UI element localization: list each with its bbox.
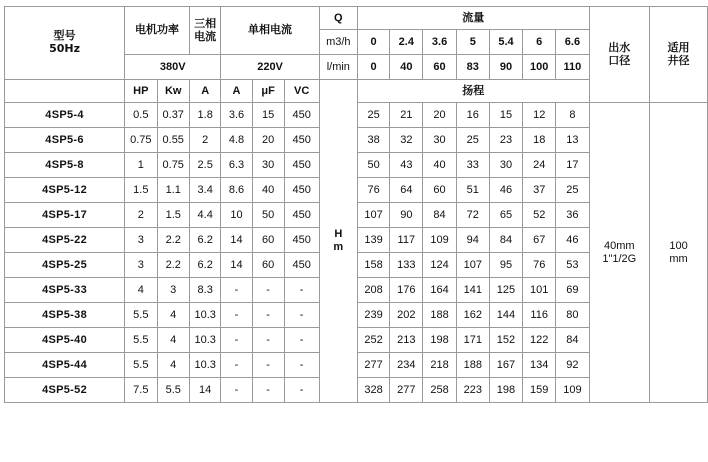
head-value: 43	[390, 153, 423, 178]
head-value: 76	[357, 178, 389, 203]
hp-value: 7.5	[125, 378, 157, 403]
outlet-diameter-header	[589, 7, 650, 103]
amp-220-value: -	[221, 353, 252, 378]
head-value: 32	[390, 128, 423, 153]
capacitor-voltage-value: -	[284, 353, 319, 378]
outlet-diameter-header-line1: 出水	[608, 40, 631, 54]
flow-lmin-1: 40	[390, 55, 423, 80]
head-value: 90	[390, 203, 423, 228]
kw-value: 2.2	[157, 228, 189, 253]
well-diameter-value-line2: mm	[669, 252, 688, 265]
blank-model-cell	[5, 80, 125, 103]
kw-value: 0.55	[157, 128, 189, 153]
head-value: 40	[423, 153, 456, 178]
capacitor-voltage-value: 450	[284, 128, 319, 153]
head-value: 134	[523, 353, 556, 378]
head-value: 53	[556, 253, 589, 278]
head-value: 50	[357, 153, 389, 178]
amp-380-value: 6.2	[189, 228, 220, 253]
head-value: 72	[456, 203, 489, 228]
amp-220-value: 6.3	[221, 153, 252, 178]
voltage-220-label: 220V	[221, 55, 319, 80]
head-value: 139	[357, 228, 389, 253]
three-phase-current-header-line2: 电流	[194, 29, 217, 43]
kw-value: 4	[157, 303, 189, 328]
head-value: 84	[489, 228, 522, 253]
kw-value: 1.5	[157, 203, 189, 228]
flow-m3h-6: 6.6	[556, 30, 589, 55]
head-value: 107	[456, 253, 489, 278]
model-value: 4SP5-12	[5, 178, 125, 203]
kw-value: 4	[157, 353, 189, 378]
hp-value: 3	[125, 228, 157, 253]
model-header-line1: 型号	[53, 29, 76, 43]
amp-220-value: 10	[221, 203, 252, 228]
flow-lmin-3: 83	[456, 55, 489, 80]
head-value: 36	[556, 203, 589, 228]
head-symbol-h: H	[334, 228, 343, 241]
head-value: 84	[423, 203, 456, 228]
flow-header: 流量	[357, 7, 589, 30]
head-value: 101	[523, 278, 556, 303]
head-value: 25	[357, 103, 389, 128]
head-value: 24	[523, 153, 556, 178]
kw-value: 4	[157, 328, 189, 353]
hp-value: 5.5	[125, 353, 157, 378]
kw-value: 1.1	[157, 178, 189, 203]
head-value: 25	[556, 178, 589, 203]
hp-value: 5.5	[125, 303, 157, 328]
kw-value: 0.75	[157, 153, 189, 178]
head-value: 117	[390, 228, 423, 253]
head-value: 234	[390, 353, 423, 378]
head-value: 188	[456, 353, 489, 378]
capacitor-voltage-value: -	[284, 278, 319, 303]
head-value: 133	[390, 253, 423, 278]
outlet-diameter-value-line1: 40mm	[604, 239, 635, 252]
head-value: 277	[357, 353, 389, 378]
capacitor-voltage-value: -	[284, 378, 319, 403]
model-value: 4SP5-22	[5, 228, 125, 253]
amp-220-value: -	[221, 378, 252, 403]
capacitor-voltage-value: 450	[284, 203, 319, 228]
head-value: 176	[390, 278, 423, 303]
three-phase-current-header	[189, 7, 220, 55]
model-value: 4SP5-17	[5, 203, 125, 228]
head-value: 252	[357, 328, 389, 353]
amp-380-value: 10.3	[189, 328, 220, 353]
model-value: 4SP5-6	[5, 128, 125, 153]
head-value: 37	[523, 178, 556, 203]
head-value: 124	[423, 253, 456, 278]
head-header: 扬程	[357, 80, 589, 103]
head-value: 167	[489, 353, 522, 378]
model-value: 4SP5-4	[5, 103, 125, 128]
amp-220-value: 3.6	[221, 103, 252, 128]
capacitance-value: 20	[252, 128, 284, 153]
flow-lmin-6: 110	[556, 55, 589, 80]
kw-value: 3	[157, 278, 189, 303]
amp-380-unit-label: A	[189, 80, 220, 103]
head-value: 15	[489, 103, 522, 128]
capacitor-voltage-value: 450	[284, 153, 319, 178]
hp-value: 1	[125, 153, 157, 178]
flow-lmin-4: 90	[489, 55, 522, 80]
head-value: 188	[423, 303, 456, 328]
capacitor-voltage-value: -	[284, 303, 319, 328]
head-value: 213	[390, 328, 423, 353]
flow-lmin-2: 60	[423, 55, 456, 80]
capacitance-value: 50	[252, 203, 284, 228]
head-value: 12	[523, 103, 556, 128]
head-value: 13	[556, 128, 589, 153]
flow-m3h-2: 3.6	[423, 30, 456, 55]
model-value: 4SP5-40	[5, 328, 125, 353]
hp-value: 1.5	[125, 178, 157, 203]
head-value: 21	[390, 103, 423, 128]
outlet-diameter-header-line2: 口径	[608, 53, 631, 67]
head-value: 76	[523, 253, 556, 278]
model-value: 4SP5-33	[5, 278, 125, 303]
head-value: 208	[357, 278, 389, 303]
capacitance-value: 60	[252, 228, 284, 253]
flow-m3h-0: 0	[357, 30, 389, 55]
flow-m3h-3: 5	[456, 30, 489, 55]
head-value: 20	[423, 103, 456, 128]
well-diameter-value	[650, 103, 708, 403]
amp-220-value: -	[221, 328, 252, 353]
head-value: 171	[456, 328, 489, 353]
head-value: 144	[489, 303, 522, 328]
capacitance-value: -	[252, 278, 284, 303]
amp-380-value: 6.2	[189, 253, 220, 278]
head-value: 46	[489, 178, 522, 203]
head-value: 23	[489, 128, 522, 153]
head-value: 67	[523, 228, 556, 253]
head-value: 84	[556, 328, 589, 353]
model-value: 4SP5-52	[5, 378, 125, 403]
head-value: 328	[357, 378, 389, 403]
kw-value: 0.37	[157, 103, 189, 128]
head-value: 239	[357, 303, 389, 328]
head-value: 277	[390, 378, 423, 403]
model-value: 4SP5-44	[5, 353, 125, 378]
hp-unit-label: HP	[125, 80, 157, 103]
head-value: 198	[489, 378, 522, 403]
head-value: 122	[523, 328, 556, 353]
head-value: 18	[523, 128, 556, 153]
head-value: 38	[357, 128, 389, 153]
head-value: 152	[489, 328, 522, 353]
head-value: 33	[456, 153, 489, 178]
amp-380-value: 4.4	[189, 203, 220, 228]
amp-220-value: 14	[221, 253, 252, 278]
kw-value: 2.2	[157, 253, 189, 278]
head-value: 223	[456, 378, 489, 403]
amp-220-value: -	[221, 278, 252, 303]
capacitance-value: -	[252, 353, 284, 378]
head-value: 109	[423, 228, 456, 253]
hp-value: 3	[125, 253, 157, 278]
capacitance-value: -	[252, 378, 284, 403]
capacitor-voltage-value: 450	[284, 253, 319, 278]
head-value: 65	[489, 203, 522, 228]
kw-value: 5.5	[157, 378, 189, 403]
head-value: 158	[357, 253, 389, 278]
head-value: 94	[456, 228, 489, 253]
model-value: 4SP5-25	[5, 253, 125, 278]
head-value: 141	[456, 278, 489, 303]
head-value: 80	[556, 303, 589, 328]
pump-specification-table	[4, 6, 708, 403]
capacitance-value: 40	[252, 178, 284, 203]
flow-lmin-0: 0	[357, 55, 389, 80]
hp-value: 0.75	[125, 128, 157, 153]
head-symbol-cell	[319, 80, 357, 403]
head-value: 258	[423, 378, 456, 403]
head-value: 46	[556, 228, 589, 253]
capacitor-voltage-value: 450	[284, 178, 319, 203]
head-value: 17	[556, 153, 589, 178]
flow-m3h-5: 6	[523, 30, 556, 55]
model-header-line2: 50Hz	[49, 42, 80, 55]
head-symbol-m: m	[333, 241, 344, 253]
head-value: 159	[523, 378, 556, 403]
flow-m3h-1: 2.4	[390, 30, 423, 55]
amp-380-value: 2	[189, 128, 220, 153]
amp-380-value: 2.5	[189, 153, 220, 178]
head-value: 116	[523, 303, 556, 328]
capacitance-value: 60	[252, 253, 284, 278]
three-phase-current-header-line1: 三相	[194, 16, 217, 30]
head-value: 30	[489, 153, 522, 178]
head-value: 16	[456, 103, 489, 128]
q-symbol-header: Q	[319, 7, 357, 30]
capacitor-voltage-value: -	[284, 328, 319, 353]
head-value: 8	[556, 103, 589, 128]
head-value: 218	[423, 353, 456, 378]
well-diameter-header-line2: 井径	[667, 53, 690, 67]
head-value: 202	[390, 303, 423, 328]
model-value: 4SP5-8	[5, 153, 125, 178]
capacitance-unit-label: μF	[252, 80, 284, 103]
amp-220-value: 8.6	[221, 178, 252, 203]
model-value: 4SP5-38	[5, 303, 125, 328]
head-value: 164	[423, 278, 456, 303]
hp-value: 0.5	[125, 103, 157, 128]
outlet-diameter-value	[589, 103, 650, 403]
model-header	[5, 7, 125, 80]
voltage-380-label: 380V	[125, 55, 221, 80]
motor-power-header: 电机功率	[125, 7, 190, 55]
head-value: 64	[390, 178, 423, 203]
capacitor-voltage-value: 450	[284, 228, 319, 253]
head-value: 52	[523, 203, 556, 228]
head-value: 69	[556, 278, 589, 303]
head-value: 51	[456, 178, 489, 203]
amp-380-value: 1.8	[189, 103, 220, 128]
well-diameter-header	[650, 7, 708, 103]
head-value: 162	[456, 303, 489, 328]
amp-380-value: 3.4	[189, 178, 220, 203]
head-value: 60	[423, 178, 456, 203]
amp-220-value: -	[221, 303, 252, 328]
amp-380-value: 14	[189, 378, 220, 403]
amp-220-value: 14	[221, 228, 252, 253]
amp-380-value: 10.3	[189, 303, 220, 328]
flow-m3h-4: 5.4	[489, 30, 522, 55]
single-phase-current-header: 单相电流	[221, 7, 319, 55]
capacitance-value: 15	[252, 103, 284, 128]
head-value: 109	[556, 378, 589, 403]
unit-lmin-label: l/min	[319, 55, 357, 80]
amp-220-value: 4.8	[221, 128, 252, 153]
capacitance-value: -	[252, 303, 284, 328]
head-value: 125	[489, 278, 522, 303]
capacitance-value: 30	[252, 153, 284, 178]
capacitor-voltage-unit-label: VC	[284, 80, 319, 103]
head-value: 198	[423, 328, 456, 353]
amp-220-unit-label: A	[221, 80, 252, 103]
head-value: 95	[489, 253, 522, 278]
hp-value: 4	[125, 278, 157, 303]
outlet-diameter-value-line2: 1"1/2G	[602, 252, 637, 265]
unit-m3h-label: m3/h	[319, 30, 357, 55]
capacitance-value: -	[252, 328, 284, 353]
head-value: 92	[556, 353, 589, 378]
hp-value: 5.5	[125, 328, 157, 353]
amp-380-value: 8.3	[189, 278, 220, 303]
kw-unit-label: Kw	[157, 80, 189, 103]
well-diameter-header-line1: 适用	[667, 40, 690, 54]
capacitor-voltage-value: 450	[284, 103, 319, 128]
hp-value: 2	[125, 203, 157, 228]
flow-lmin-5: 100	[523, 55, 556, 80]
well-diameter-value-line1: 100	[669, 239, 688, 252]
head-value: 25	[456, 128, 489, 153]
head-value: 30	[423, 128, 456, 153]
amp-380-value: 10.3	[189, 353, 220, 378]
head-value: 107	[357, 203, 389, 228]
